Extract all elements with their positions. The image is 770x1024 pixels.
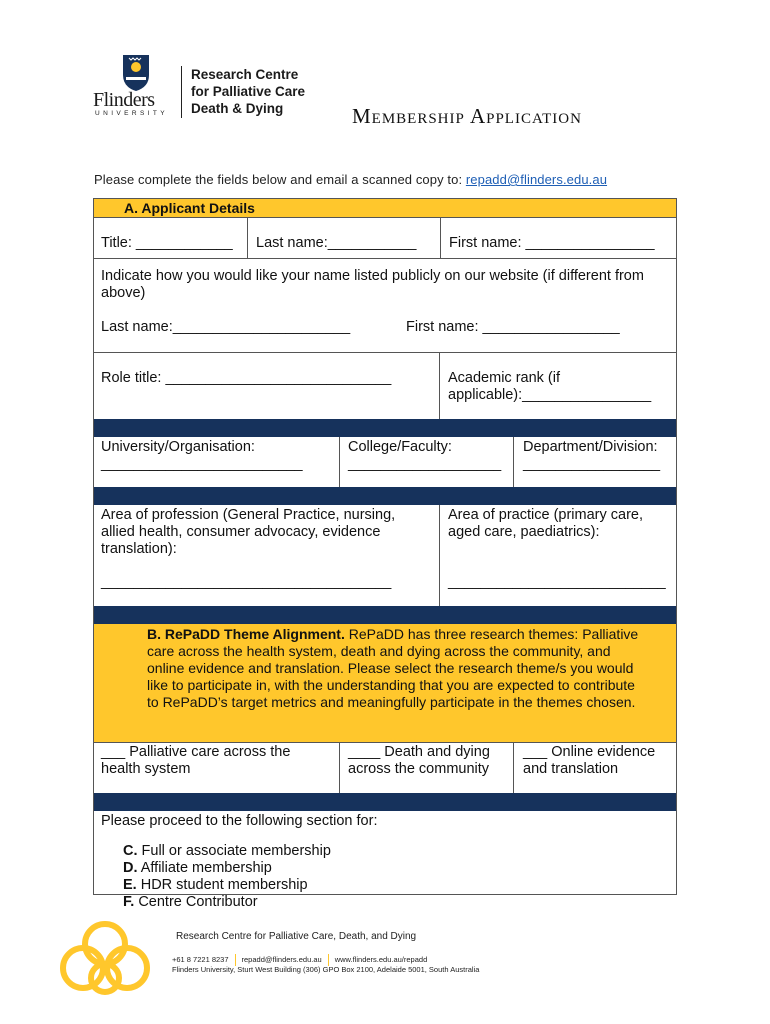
list-item: C. Full or associate membership <box>123 843 331 859</box>
section-b-text: RePaDD has three research themes: Palliative care across the health system, death and dying across the community, and online evidence and translation. Please select the research theme/s you would like to participate in, with the understanding that you are expected to contribute to RePaDD’s target metrics and meaningfully participate in the themes chosen. <box>147 626 639 710</box>
logo-wordmark: Flinders <box>93 89 155 111</box>
title-field[interactable]: Title: ____________ <box>101 235 233 251</box>
divider <box>513 743 514 793</box>
college-label: College/Faculty: <box>348 439 452 455</box>
public-first-name-field[interactable]: First name: _________________ <box>406 319 620 335</box>
first-name-field[interactable]: First name: ________________ <box>449 235 655 251</box>
proceed-intro: Please proceed to the following section for: <box>101 813 378 829</box>
application-form <box>93 198 677 910</box>
footer-address: Flinders University, Sturt West Building (306) GPO Box 2100, Adelaide 5001, South Australia <box>172 965 480 974</box>
centre-name-line-1: Research Centre <box>191 67 299 82</box>
public-last-name-field[interactable]: Last name:______________________ <box>101 319 351 335</box>
divider <box>94 217 676 218</box>
public-listing-prompt: Indicate how you would like your name listed publicly on our website (if different from above) <box>101 268 644 301</box>
practice-label: Area of practice (primary care, aged care, paediatrics): <box>448 507 644 540</box>
role-title-field[interactable]: Role title: ____________________________ <box>101 370 392 386</box>
instructions <box>94 172 607 187</box>
repadd-cloud-logo-icon <box>55 916 155 1016</box>
section-separator-bar <box>94 606 676 624</box>
centre-name-line-3: Death & Dying <box>191 101 284 116</box>
section-separator-bar <box>94 419 676 437</box>
last-name-field[interactable]: Last name:___________ <box>256 235 417 251</box>
department-label: Department/Division: <box>523 439 658 455</box>
email-link[interactable]: repadd@flinders.edu.au <box>465 172 608 187</box>
section-separator-bar <box>94 487 676 505</box>
divider <box>339 437 340 487</box>
profession-field[interactable]: ____________________________________ <box>101 574 392 590</box>
document-title: Membership Application <box>352 104 582 128</box>
divider <box>94 742 676 743</box>
footer-website[interactable]: www.flinders.edu.au/repadd <box>334 954 428 964</box>
profession-label: Area of profession (General Practice, nursing, allied health, consumer advocacy, evidence translation): <box>101 507 396 557</box>
section-b-description <box>147 626 647 711</box>
divider <box>94 258 676 259</box>
proceed-list <box>123 843 331 911</box>
footer-centre-name: Research Centre for Palliative Care, Death, and Dying <box>176 931 417 942</box>
practice-field[interactable]: ___________________________ <box>448 574 666 590</box>
logo-divider <box>181 66 182 118</box>
theme-option-community[interactable]: ____ Death and dying across the community <box>348 744 490 777</box>
divider <box>440 218 441 258</box>
list-item: D. Affiliate membership <box>123 860 272 876</box>
academic-rank-label: Academic rank (if <box>448 370 561 386</box>
academic-rank-field[interactable]: applicable):________________ <box>448 387 652 403</box>
college-field[interactable]: ___________________ <box>348 456 502 472</box>
department-field[interactable]: _________________ <box>523 456 661 472</box>
footer-phone: +61 8 7221 8237 <box>172 954 229 964</box>
divider <box>439 505 440 606</box>
list-item: E. HDR student membership <box>123 877 308 893</box>
divider <box>439 353 440 419</box>
section-separator-bar <box>94 793 676 811</box>
theme-option-online-evidence[interactable]: ___ Online evidence and translation <box>523 744 656 777</box>
university-field[interactable]: _________________________ <box>101 456 303 472</box>
university-label: University/Organisation: <box>101 439 255 455</box>
centre-name-line-2: for Palliative Care <box>191 84 306 99</box>
centre-name <box>191 66 305 117</box>
logo-university: UNIVERSITY <box>95 110 169 117</box>
divider <box>339 743 340 793</box>
section-b-heading: B. RePaDD Theme Alignment. <box>147 626 345 642</box>
instructions-text: Please complete the fields below and email a scanned copy to: <box>94 172 466 187</box>
theme-option-health-system[interactable]: ___ Palliative care across the health system <box>101 744 291 777</box>
section-a-heading: A. Applicant Details <box>124 200 255 216</box>
footer-email[interactable]: repadd@flinders.edu.au <box>241 954 322 964</box>
list-item: F. Centre Contributor <box>123 894 258 910</box>
divider <box>94 352 676 353</box>
divider <box>247 218 248 258</box>
divider <box>513 437 514 487</box>
